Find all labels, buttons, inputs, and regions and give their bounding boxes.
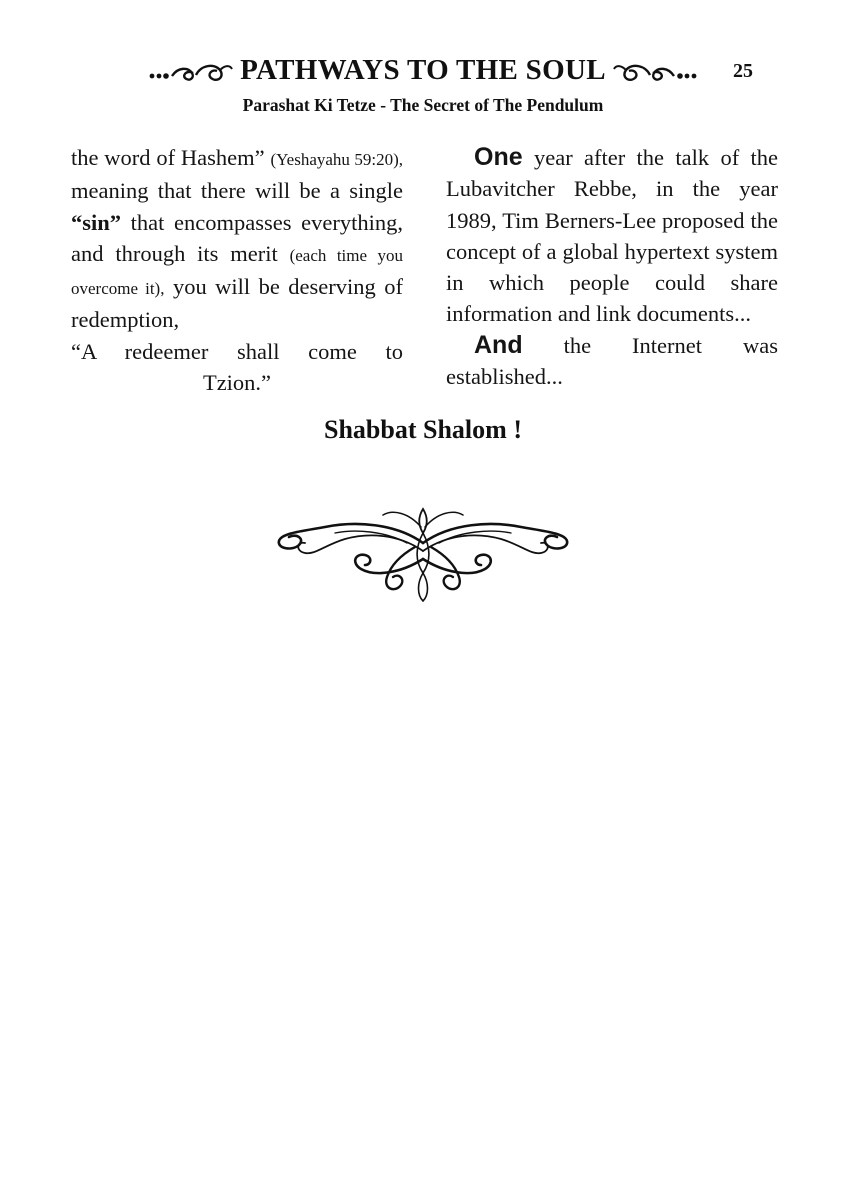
right-paragraph-one <box>446 142 778 330</box>
right-column <box>446 142 778 392</box>
header-title-group <box>128 48 718 92</box>
book-title: PATHWAYS TO THE SOUL <box>240 53 606 86</box>
text-run: the word of Hashem” <box>71 145 265 170</box>
emphasis-sin: “sin” <box>71 209 122 235</box>
text-run: meaning that there will be a single <box>71 178 403 204</box>
lead-word-and: And <box>474 330 523 359</box>
quote-line-end: Tzion.” <box>202 370 272 396</box>
text-run: you will be deserving of redemption, <box>71 274 403 333</box>
quote-line: “A redeemer shall come to <box>71 338 403 364</box>
page-number: 25 <box>733 60 753 82</box>
left-column <box>71 142 403 398</box>
lead-word-one: One <box>474 143 523 171</box>
paragraph-text: the Internet was established... <box>446 332 778 390</box>
text-run: that encompasses everything, and through its merit <box>71 209 403 266</box>
right-paragraph-two <box>446 330 778 393</box>
scroll-ornament-right-icon <box>612 55 700 85</box>
paragraph-text: year after the talk of the Lubavitcher Rebbe, in the year 1989, Tim Berners-Lee proposed the concept of a global hypertext system in which people could share information and link documents... <box>446 145 779 327</box>
flourish-divider-icon <box>275 503 571 605</box>
parenthetical-note: (each time you overcome it), <box>71 245 404 299</box>
chapter-subtitle: Parashat Ki Tetze - The Secret of The Pendulum <box>242 95 604 115</box>
running-header <box>0 48 846 92</box>
citation: (Yeshayahu 59:20), <box>270 150 403 169</box>
closing-greeting: Shabbat Shalom ! <box>324 415 522 444</box>
left-column-paragraph <box>71 142 403 398</box>
scroll-ornament-left-icon <box>146 55 234 85</box>
